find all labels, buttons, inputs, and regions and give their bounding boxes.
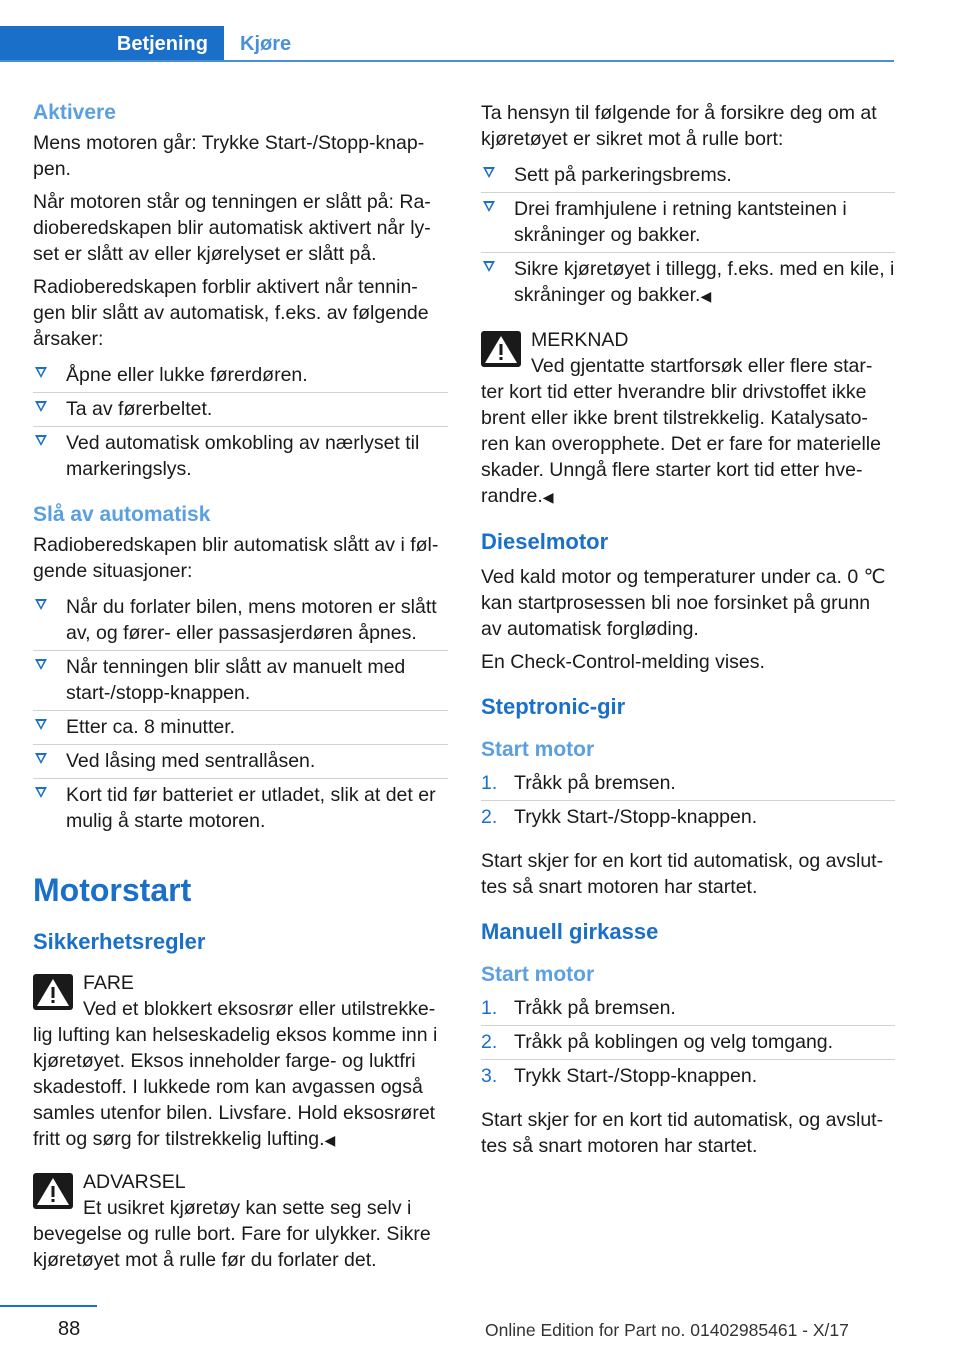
list-item: Ved låsing med sentrallåsen. [33, 744, 448, 778]
list-item: 1. Tråkk på bremsen. [481, 772, 676, 794]
heading-dieselmotor: Dieselmotor [481, 529, 609, 554]
list-item: Når du forlater bilen, mens motoren er slått av, og fører- eller passasjerdøren åpnes. [33, 591, 448, 650]
warning-triangle-icon [481, 331, 521, 367]
warning-triangle-icon [33, 974, 73, 1010]
heading-manuell-girkasse: Manuell girkasse [481, 919, 659, 944]
aktivere-paragraph-2: Når motoren står og tenningen er slått på: Ra‐dioberedskapen blir automatisk aktivert når ly‐set er slått av eller kjørelyset er slått på. [33, 191, 431, 265]
aktivere-list [33, 359, 448, 486]
manuell-after-paragraph: Start skjer for en kort tid automatisk, og avslut‐tes så snart motoren har startet. [481, 1109, 884, 1157]
triangle-bullet-icon [483, 167, 495, 178]
aktivere-paragraph-1: Mens motoren går: Trykke Start-/Stopp-knap‐pen. [33, 132, 425, 180]
end-mark-icon: ◀ [700, 288, 712, 304]
list-item: Når tenningen blir slått av manuelt med start-/stopp-knappen. [33, 650, 448, 710]
triangle-bullet-icon [35, 659, 47, 670]
triangle-bullet-icon [35, 599, 47, 610]
triangle-bullet-icon [35, 719, 47, 730]
left-column [33, 100, 448, 1289]
list-item: 1. Tråkk på bremsen. [481, 997, 676, 1019]
list-item: 2. Trykk Start-/Stopp-knappen. [481, 800, 895, 834]
tab-kjore[interactable]: Kjøre [240, 33, 292, 55]
list-item: Ta av førerbeltet. [33, 392, 448, 426]
footer-rule [0, 1305, 97, 1307]
diesel-paragraph-1: Ved kald motor og temperaturer under ca. 0 ℃ kan startprosessen bli noe forsinket på grunn av automatisk forgløding. [481, 566, 886, 640]
page-number: 88 [58, 1318, 81, 1340]
end-mark-icon: ◀ [324, 1132, 336, 1148]
header-tabs [0, 26, 894, 62]
warning-text: Ved gjentatte startforsøk eller flere star‐ter kort tid etter hverandre blir drivstoffet ikke brent eller ikke brent tilstrekkelig. Katalysato‐ren kan overopphete. Det er fare for materielle skader. Unngå flere starter kort tid etter hve‐randre. [481, 355, 881, 507]
warning-triangle-icon [33, 1173, 73, 1209]
heading-start-motor: Start motor [481, 738, 595, 761]
intro-list [481, 159, 895, 313]
list-item: Drei framhjulene i retning kantsteinen i skråninger og bakker. [481, 192, 895, 252]
warning-text: Ved et blokkert eksosrør eller utilstrekke‐lig lufting kan helseskadelig eksos komme inn i kjøretøyet. Eksos inneholder farge- og luktfri skadestoff. I lukkede rom kan avgassen også samles utenfor bilen. Livsfare. Hold eksosrøret fritt og sørg for tilstrekkelig lufting. [33, 998, 438, 1150]
list-item: Sikre kjøretøyet i tillegg, f.eks. med en kile, i skråninger og bakker.◀ [481, 252, 895, 313]
warning-merknad [481, 327, 895, 510]
triangle-bullet-icon [35, 367, 47, 378]
heading-aktivere: Aktivere [33, 101, 116, 124]
diesel-paragraph-2: En Check-Control-melding vises. [481, 651, 765, 673]
warning-fare [33, 970, 448, 1153]
list-item: 3. Trykk Start-/Stopp-knappen. [481, 1059, 895, 1093]
list-item: Kort tid før batteriet er utladet, slik at det er mulig å starte motoren. [33, 778, 448, 838]
end-mark-icon: ◀ [542, 489, 554, 505]
list-item: Ved automatisk omkobling av nærlyset til markeringslys. [33, 426, 448, 486]
list-item: Sett på parkeringsbrems. [481, 159, 895, 192]
edition-text: Online Edition for Part no. 01402985461 - X/17 [485, 1320, 849, 1340]
triangle-bullet-icon [35, 401, 47, 412]
triangle-bullet-icon [483, 201, 495, 212]
steptronic-after-paragraph: Start skjer for en kort tid automatisk, og avslut‐tes så snart motoren har startet. [481, 850, 884, 898]
slaa-paragraph: Radioberedskapen blir automatisk slått av i føl‐gende situasjoner: [33, 534, 439, 582]
heading-slaa-av: Slå av automatisk [33, 503, 211, 526]
triangle-bullet-icon [35, 753, 47, 764]
warning-title: ADVARSEL [83, 1171, 186, 1193]
slaa-list [33, 591, 448, 838]
right-column [481, 100, 895, 1166]
header-rule [0, 60, 894, 62]
warning-text: Et usikret kjøretøy kan sette seg selv i bevegelse og rulle bort. Fare for ulykker. Sikre kjøretøyet mot å rulle før du forlater det. [33, 1197, 431, 1271]
tab-betjening[interactable]: Betjening [0, 26, 224, 62]
triangle-bullet-icon [35, 787, 47, 798]
heading-sikkerhetsregler: Sikkerhetsregler [33, 929, 206, 954]
list-item: Åpne eller lukke førerdøren. [33, 359, 448, 392]
warning-advarsel [33, 1169, 448, 1273]
list-item: Etter ca. 8 minutter. [33, 710, 448, 744]
aktivere-paragraph-3: Radioberedskapen forblir aktivert når tennin‐gen blir slått av automatisk, f.eks. av følgende årsaker: [33, 276, 429, 350]
heading-steptronic: Steptronic-gir [481, 694, 626, 719]
warning-title: MERKNAD [531, 329, 629, 351]
heading-start-motor: Start motor [481, 963, 595, 986]
triangle-bullet-icon [35, 435, 47, 446]
triangle-bullet-icon [483, 261, 495, 272]
intro-paragraph: Ta hensyn til følgende for å forsikre deg om at kjøretøyet er sikret mot å rulle bort: [481, 102, 877, 150]
steps-list-steptronic [481, 767, 895, 834]
steps-list-manuell [481, 992, 895, 1093]
warning-title: FARE [83, 972, 134, 994]
list-item: 2. Tråkk på koblingen og velg tomgang. [481, 1025, 895, 1059]
page-title-motorstart: Motorstart [33, 872, 192, 908]
